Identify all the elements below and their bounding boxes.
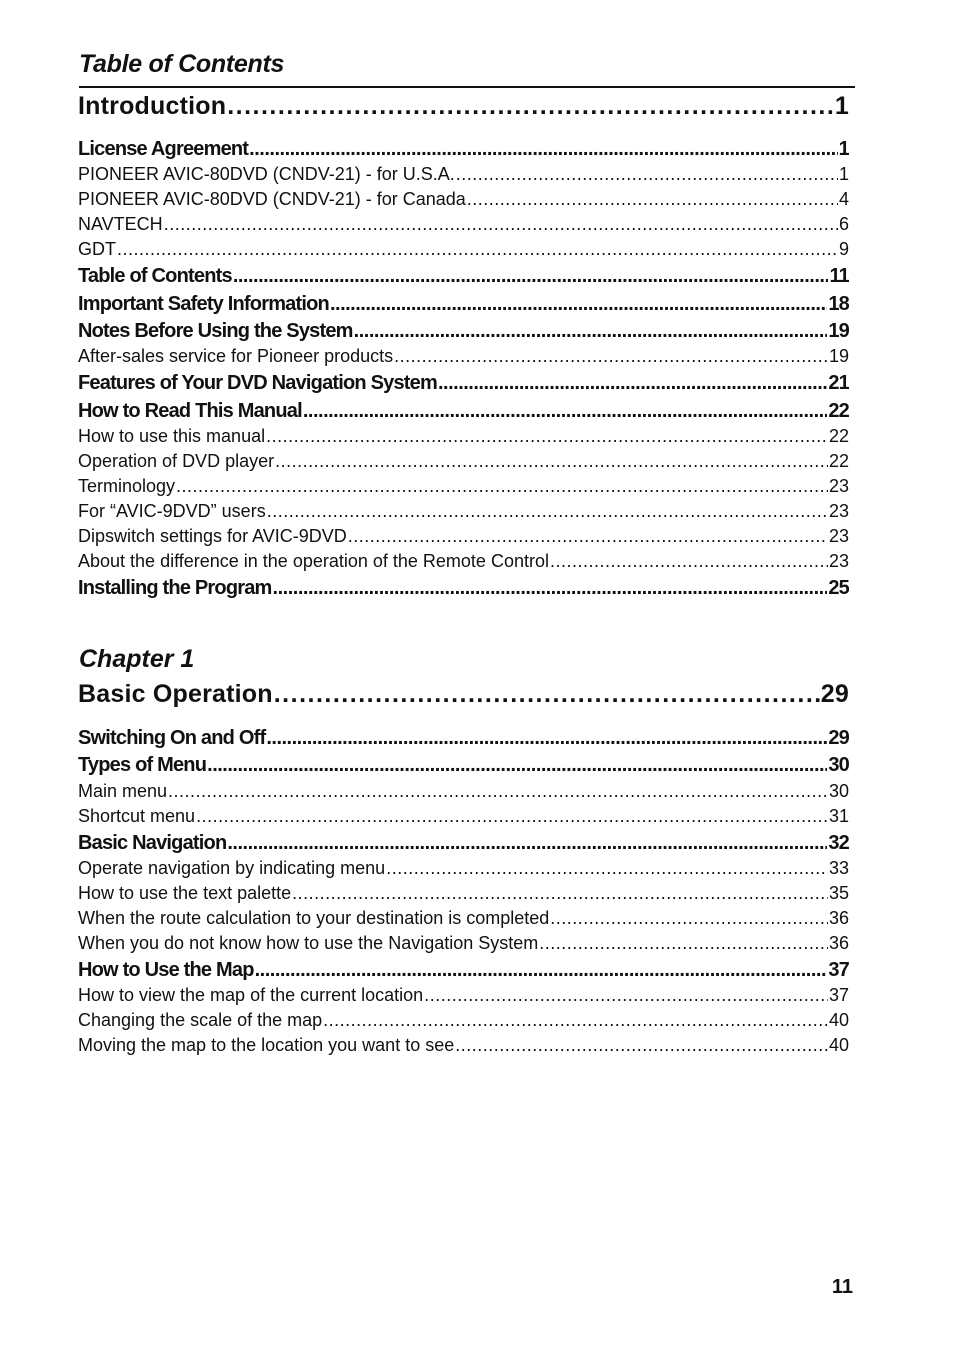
leader-dots	[330, 293, 827, 316]
toc-entry-label: Changing the scale of the map	[78, 1010, 323, 1031]
leader-dots	[274, 680, 820, 709]
toc-page-number: 23	[828, 550, 849, 571]
leader-dots	[323, 1010, 828, 1031]
toc-subsection-entry[interactable]	[78, 501, 849, 525]
leader-dots	[233, 265, 829, 288]
toc-entry-label: How to view the map of the current location	[78, 985, 424, 1006]
toc-section-entry[interactable]	[78, 265, 849, 291]
toc-section-entry[interactable]	[78, 754, 849, 780]
leader-dots	[176, 476, 828, 497]
leader-dots	[168, 781, 828, 802]
toc-entry-label: Important Safety Information	[78, 292, 329, 315]
page-number: 11	[831, 1276, 853, 1298]
toc-entry-label: Main menu	[78, 780, 168, 801]
toc-section-entry[interactable]	[78, 959, 849, 985]
toc-entry-label: How to use the text palette	[78, 882, 292, 903]
toc-section-entry[interactable]	[78, 727, 849, 753]
toc-section-entry[interactable]	[78, 832, 849, 858]
toc-page-number: 40	[828, 1010, 849, 1031]
toc-subsection-entry[interactable]	[78, 933, 849, 957]
toc-section-entry[interactable]	[78, 320, 849, 346]
toc-subsection-entry[interactable]	[78, 858, 849, 882]
toc-chapter-label: Basic Operation	[78, 680, 273, 708]
chapter-label: Chapter 1	[79, 645, 195, 673]
leader-dots	[354, 320, 828, 343]
toc-entry-label: After-sales service for Pioneer products	[78, 346, 394, 367]
leader-dots	[303, 400, 828, 423]
toc-entry-label: Switching On and Off	[78, 727, 266, 749]
page-header	[79, 50, 855, 88]
toc-section-entry[interactable]	[78, 400, 849, 426]
toc-page-number: 19	[828, 319, 849, 342]
leader-dots	[539, 933, 828, 954]
toc-page-number: 36	[828, 907, 849, 928]
toc-page-number: 40	[828, 1035, 849, 1056]
toc-section-entry[interactable]	[78, 577, 849, 603]
leader-dots	[164, 214, 838, 235]
leader-dots	[117, 239, 838, 260]
toc-subsection-entry[interactable]	[78, 214, 849, 238]
leader-dots	[424, 985, 828, 1006]
toc-page-number: 29	[820, 680, 849, 708]
toc-entry-label: Table of Contents	[78, 265, 232, 288]
leader-dots	[292, 883, 828, 904]
toc-subsection-entry[interactable]	[78, 189, 849, 213]
toc-subsection-entry[interactable]	[78, 551, 849, 575]
toc-entry-label: Notes Before Using the System	[78, 319, 353, 342]
toc-entry-label: Dipswitch settings for AVIC-9DVD	[78, 525, 347, 546]
toc-section-entry[interactable]	[78, 293, 849, 319]
toc-subsection-entry[interactable]	[78, 985, 849, 1009]
toc-page-number: 32	[828, 831, 849, 854]
toc-page-number: 25	[828, 576, 849, 599]
toc-entry-label: Terminology	[78, 475, 176, 496]
toc-chapter-introduction[interactable]	[78, 92, 849, 124]
leader-dots	[438, 372, 827, 395]
toc-chapter-basic-operation[interactable]	[78, 680, 849, 712]
toc-page-number: 18	[828, 292, 849, 315]
toc-entry-label: About the difference in the operation of the Remote Control	[78, 550, 549, 571]
toc-page-number: 1	[838, 164, 849, 185]
toc-subsection-entry[interactable]	[78, 781, 849, 805]
toc-entry-label: For “AVIC-9DVD” users	[78, 500, 266, 521]
toc-page-number: 29	[828, 727, 849, 749]
toc-page-number: 35	[828, 882, 849, 903]
leader-dots	[267, 501, 828, 522]
leader-dots	[550, 908, 828, 929]
leader-dots	[273, 577, 828, 600]
toc-chapter-label: Introduction	[78, 92, 227, 120]
toc-entry-label: Operation of DVD player	[78, 450, 275, 471]
toc-subsection-entry[interactable]	[78, 526, 849, 550]
leader-dots	[275, 451, 828, 472]
toc-entry-label: Moving the map to the location you want to see	[78, 1035, 455, 1056]
toc-section-entry[interactable]	[78, 372, 849, 398]
leader-dots	[249, 138, 838, 161]
toc-entry-label: License Agreement	[78, 138, 249, 160]
toc-page-number: 9	[838, 239, 849, 260]
toc-page-number: 31	[828, 805, 849, 826]
leader-dots	[386, 858, 828, 879]
toc-entry-label: When you do not know how to use the Navigation System	[78, 932, 539, 953]
toc-page-number: 23	[828, 525, 849, 546]
toc-page-number: 21	[828, 372, 849, 395]
toc-page-number: 23	[828, 475, 849, 496]
toc-page-number: 1	[838, 138, 849, 160]
leader-dots	[255, 959, 828, 982]
leader-dots	[207, 754, 827, 777]
toc-page-number: 6	[838, 214, 849, 235]
toc-entry-label: Features of Your DVD Navigation System	[78, 372, 437, 395]
toc-entry-label: How to use this manual	[78, 425, 266, 446]
leader-dots	[550, 551, 828, 572]
toc-page-number: 19	[828, 346, 849, 367]
leader-dots	[467, 189, 838, 210]
leader-dots	[394, 346, 828, 367]
toc-page-number: 37	[828, 985, 849, 1006]
toc-section-entry[interactable]	[78, 138, 849, 164]
toc-page-number: 30	[828, 780, 849, 801]
toc-entry-label: How to Read This Manual	[78, 399, 302, 422]
toc-entry-label: Basic Navigation	[78, 831, 227, 854]
toc-entry-label: Types of Menu	[78, 754, 207, 777]
toc-subsection-entry[interactable]	[78, 908, 849, 932]
toc-entry-label: Operate navigation by indicating menu	[78, 857, 386, 878]
leader-dots	[456, 164, 838, 185]
toc-page-number: 22	[828, 450, 849, 471]
toc-page-number: 23	[828, 500, 849, 521]
toc-subsection-entry[interactable]	[78, 164, 849, 188]
toc-subsection-entry[interactable]	[78, 451, 849, 475]
toc-subsection-entry[interactable]	[78, 239, 849, 263]
toc-page-number: 30	[828, 754, 849, 777]
toc-page-number: 22	[828, 399, 849, 422]
toc-subsection-entry[interactable]	[78, 346, 849, 370]
toc-page-number: 1	[834, 92, 849, 120]
toc-page-number: 36	[828, 932, 849, 953]
toc-subsection-entry[interactable]	[78, 806, 849, 830]
toc-page-number: 33	[828, 857, 849, 878]
toc-subsection-entry[interactable]	[78, 883, 849, 907]
leader-dots	[227, 832, 827, 855]
leader-dots	[266, 426, 828, 447]
toc-entry-label: PIONEER AVIC-80DVD (CNDV-21) - for Canada	[78, 189, 466, 210]
toc-subsection-entry[interactable]	[78, 426, 849, 450]
page-title: Table of Contents	[79, 50, 285, 78]
leader-dots	[196, 806, 828, 827]
toc-entry-label: PIONEER AVIC-80DVD (CNDV-21) - for U.S.A.	[78, 164, 455, 185]
toc-entry-label: Installing the Program	[78, 576, 272, 599]
leader-dots	[348, 526, 828, 547]
toc-entry-label: NAVTECH	[78, 214, 163, 235]
toc-entry-label: GDT	[78, 239, 116, 260]
toc-entry-label: When the route calculation to your destination is completed	[78, 907, 550, 928]
toc-subsection-entry[interactable]	[78, 1010, 849, 1034]
toc-page-number: 4	[838, 189, 849, 210]
leader-dots	[227, 92, 834, 121]
toc-entry-label: Shortcut menu	[78, 805, 196, 826]
leader-dots	[455, 1035, 828, 1056]
toc-page-number: 11	[829, 265, 849, 288]
toc-page-number: 37	[828, 958, 849, 981]
toc-subsection-entry[interactable]	[78, 476, 849, 500]
toc-entry-label: How to Use the Map	[78, 958, 254, 981]
toc-page-number: 22	[828, 425, 849, 446]
leader-dots	[266, 727, 827, 750]
toc-subsection-entry[interactable]	[78, 1035, 849, 1059]
